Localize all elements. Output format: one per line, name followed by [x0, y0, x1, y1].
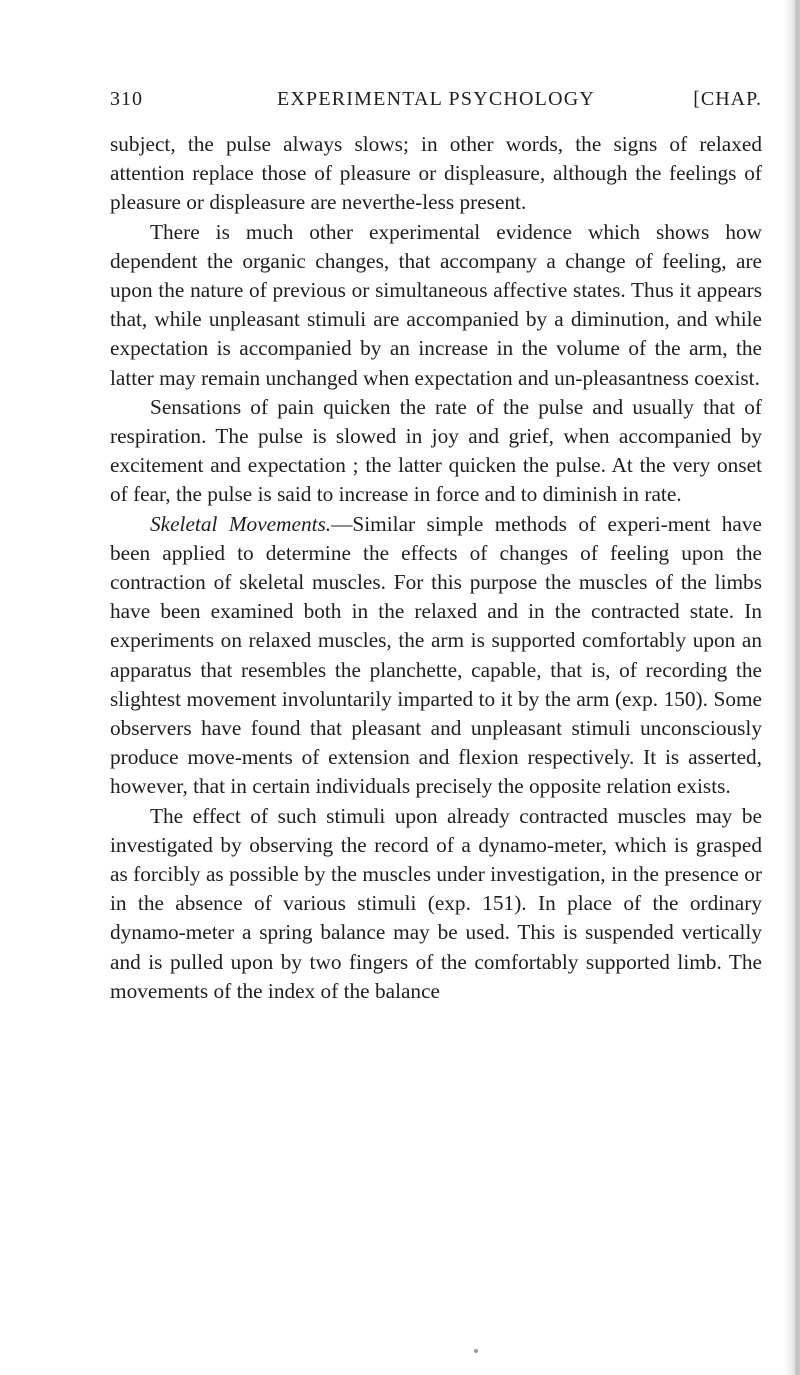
chapter-tag: [CHAP.	[693, 88, 762, 110]
paragraph-text: subject, the pulse always slows; in other words, the signs of relaxed attention replace those of pleasure or displeasure, although the feelings of pleasure or displeasure are neverthe-less present.	[110, 132, 762, 215]
paragraph-text: The effect of such stimuli upon already contracted muscles may be investigated by observing the record of a dynamo-meter, which is grasped as forcibly as possible by the muscles under investigation, in the presence or in the absence of various stimuli (exp. 151). In place of the ordinary dynamo-meter a spring balance may be used. This is suspended vertically and is pulled upon by two fingers of the comfortably supported limb. The movements of the index of the balance	[110, 803, 762, 1003]
paragraph-organic-changes	[110, 218, 762, 393]
paragraph-text: —Similar simple methods of experi-ment have been applied to determine the effects of changes of feeling upon the contraction of skeletal muscles. For this purpose the muscles of the limbs have been examined both in the relaxed and in the contracted state. In experiments on relaxed muscles, the arm is supported comfortably upon an apparatus that resembles the planchette, capable, that is, of recording the slightest movement involuntarily imparted to it by the arm (exp. 150). Some observers have found that pleasant and unpleasant stimuli unconsciously produce move-ments of extension and flexion respectively. It is asserted, however, that in certain individuals precisely the opposite relation exists.	[110, 511, 762, 799]
page-number: 310	[110, 88, 143, 110]
paragraph-skeletal-movements	[110, 510, 762, 802]
page-edge-shadow	[795, 0, 800, 1375]
running-head	[110, 88, 762, 122]
body-text	[110, 130, 762, 1006]
paragraph-contracted-muscles	[110, 802, 762, 1006]
paragraph-text: Sensations of pain quicken the rate of the pulse and usually that of respiration. The pulse is slowed in joy and grief, when accompanied by excitement and expectation ; the latter quicken the pulse. At the very onset of fear, the pulse is said to increase in force and to diminish in rate.	[110, 394, 762, 507]
paper-speck	[474, 1349, 478, 1353]
paragraph-text: There is much other experimental evidence which shows how dependent the organic changes, that accompany a change of feeling, are upon the nature of previous or simultaneous affective states. Thus it appears that, while unpleasant stimuli are accompanied by a diminution, and while expectation is accompanied by an increase in the volume of the arm, the latter may remain unchanged when expectation and un-pleasantness coexist.	[110, 219, 762, 390]
paragraph-pain-sensations	[110, 393, 762, 510]
paragraph-continuation	[110, 130, 762, 218]
section-heading: Skeletal Movements.	[150, 511, 332, 536]
running-title: EXPERIMENTAL PSYCHOLOGY	[276, 88, 596, 110]
